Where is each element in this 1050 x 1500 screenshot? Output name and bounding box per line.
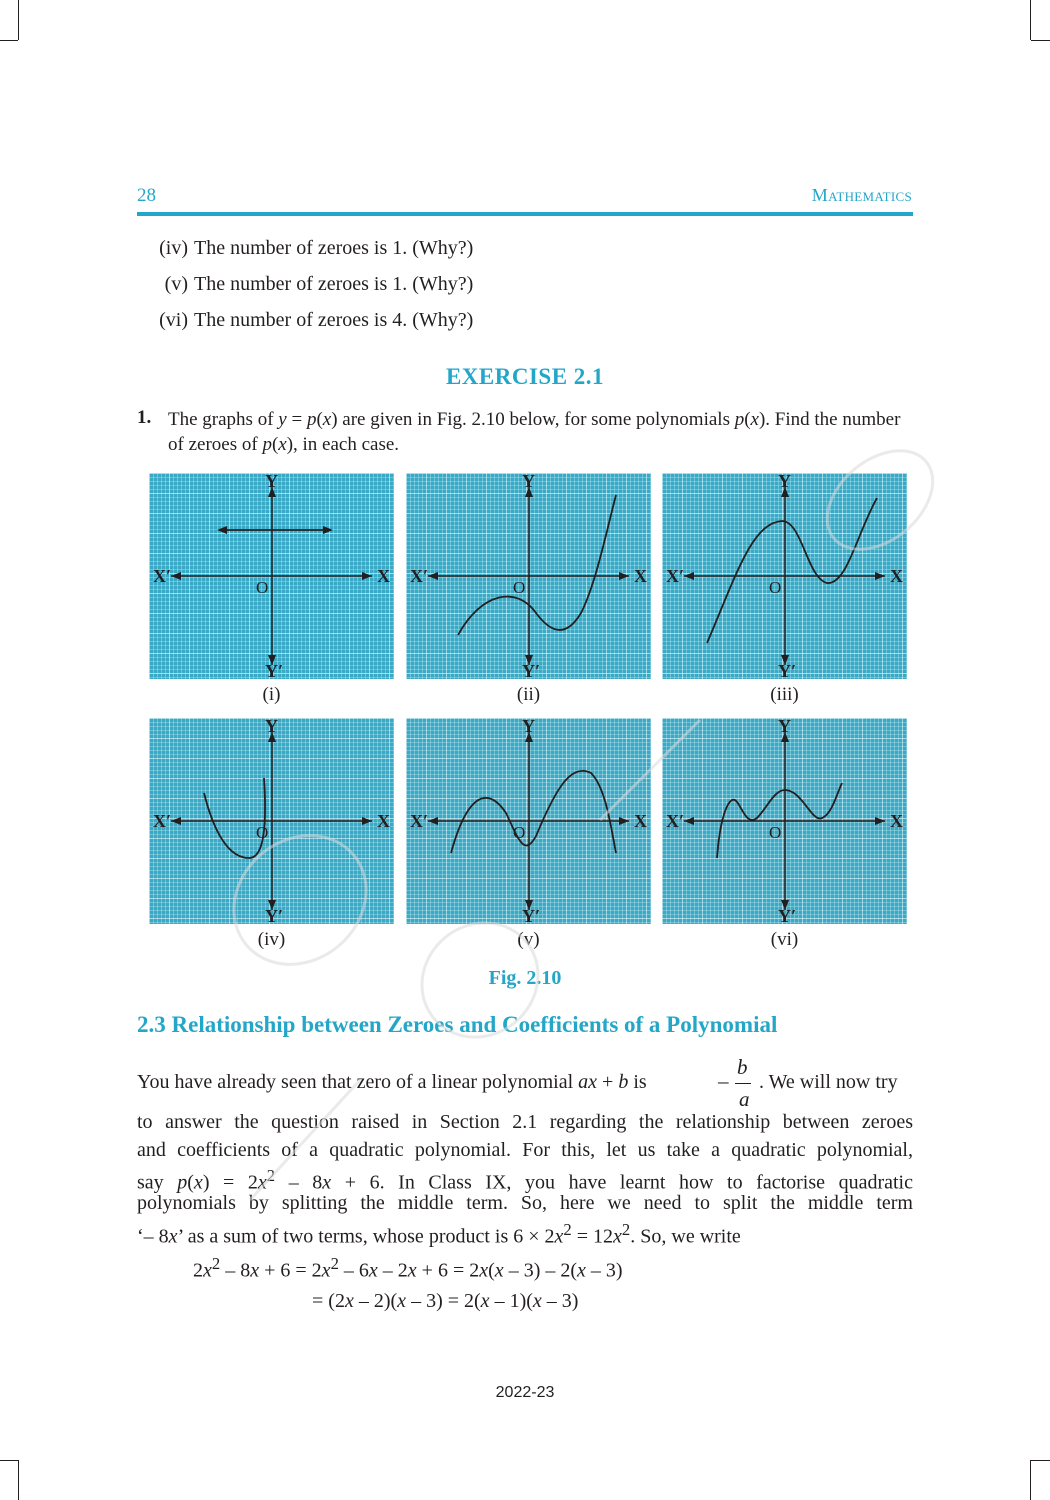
fraction-sign: –: [718, 1069, 729, 1093]
y-neg-axis-label: Y′: [265, 906, 284, 924]
y-axis-label: Y: [265, 473, 278, 491]
equation-line: = (2x – 2)(x – 3) = 2(x – 1)(x – 3): [312, 1290, 579, 1312]
graph-panel-2: [406, 473, 651, 679]
x-axis-label: X: [377, 566, 390, 586]
graph-label: (ii): [516, 684, 541, 705]
graph-panel-3: [662, 473, 907, 679]
x-axis-label: X: [890, 566, 903, 586]
crop-mark: [18, 1460, 19, 1500]
origin-label: O: [256, 823, 269, 842]
origin-label: O: [769, 823, 782, 842]
paragraph-line: to answer the question raised in Section 2.1 regarding the relationship between zeroes: [137, 1111, 913, 1133]
fraction-denominator: a: [739, 1087, 750, 1111]
crop-mark: [1030, 0, 1031, 40]
item-label: (iv): [159, 237, 188, 259]
x-axis-label: X: [634, 566, 647, 586]
x-neg-axis-label: X′: [666, 566, 685, 586]
origin-label: O: [513, 578, 526, 597]
list-item: [148, 273, 473, 296]
paragraph-text: . We will now try: [759, 1071, 898, 1093]
book-title: Mathematics: [811, 185, 912, 205]
paragraph-line: ‘– 8x’ as a sum of two terms, whose product is $6 \times 2x^2 = 12x^2$. So, we write: [137, 1220, 741, 1248]
list-item: [148, 309, 473, 332]
item-label: (vi): [159, 309, 188, 331]
figure-caption: Fig. 2.10: [488, 967, 562, 989]
y-axis-label: Y: [778, 718, 791, 736]
fraction-bar: [735, 1083, 751, 1084]
paragraph-text: You have already seen that zero of a linear polynomial ax + b is: [137, 1071, 647, 1093]
fraction-numerator: b: [737, 1055, 748, 1079]
x-axis-label: X: [890, 811, 903, 831]
item-text: The number of zeroes is 1. (Why?): [194, 237, 474, 259]
x-neg-axis-label: X′: [153, 566, 172, 586]
item-text: The number of zeroes is 4. (Why?): [194, 309, 474, 331]
x-axis-label: X: [377, 811, 390, 831]
graph-label: (vi): [770, 929, 799, 950]
y-neg-axis-label: Y′: [265, 661, 284, 679]
y-neg-axis-label: Y′: [522, 906, 541, 924]
y-axis-label: Y: [522, 718, 535, 736]
paragraph-line: and coefficients of a quadratic polynomial. For this, let us take a quadratic polynomial,: [137, 1139, 913, 1161]
page-number: 28: [137, 185, 156, 206]
header-rule: [137, 212, 913, 216]
graph-panel-5: [406, 718, 651, 924]
y-neg-axis-label: Y′: [778, 906, 797, 924]
item-label: (v): [164, 273, 188, 295]
equation-line: $2x^2 - 8x + 6 = 2x^2 - 6x - 2x + 6 = 2x(x - 3) - 2(x - 3)$: [193, 1254, 623, 1282]
graph-label: (i): [262, 684, 281, 705]
section-heading: 2.3 Relationship between Zeroes and Coefficients of a Polynomial: [137, 1012, 778, 1037]
origin-label: O: [769, 578, 782, 597]
x-axis-label: X: [634, 811, 647, 831]
graph-panel-4: [149, 718, 394, 924]
origin-label: O: [256, 578, 269, 597]
crop-mark: [1031, 40, 1050, 41]
x-neg-axis-label: X′: [153, 811, 172, 831]
origin-label: O: [513, 823, 526, 842]
question-text: The graphs of y = p(x) are given in Fig. 2.10 below, for some polynomials p(x). Find the number of zeroes of p(x), in each case.: [168, 409, 901, 455]
crop-mark: [0, 40, 18, 41]
paragraph-line: say $p(x) = 2x^2 - 8x + 6$. In Class IX, you have learnt how to factorise quadratic: [137, 1166, 913, 1194]
y-axis-label: Y: [778, 473, 791, 491]
x-neg-axis-label: X′: [410, 811, 429, 831]
crop-mark: [0, 1460, 18, 1461]
x-neg-axis-label: X′: [410, 566, 429, 586]
exercise-title: EXERCISE 2.1: [445, 364, 605, 389]
y-neg-axis-label: Y′: [522, 661, 541, 679]
item-text: The number of zeroes is 1. (Why?): [194, 273, 474, 295]
x-neg-axis-label: X′: [666, 811, 685, 831]
crop-mark: [1031, 1460, 1050, 1461]
crop-mark: [18, 0, 19, 40]
footer-year: 2022-23: [495, 1384, 555, 1401]
list-item: [148, 237, 473, 260]
graph-label: (v): [517, 929, 540, 950]
y-neg-axis-label: Y′: [778, 661, 797, 679]
y-axis-label: Y: [522, 473, 535, 491]
crop-mark: [1030, 1460, 1031, 1500]
question-number: 1.: [137, 407, 152, 428]
graph-panel-6: [662, 718, 907, 924]
graph-label: (iv): [257, 929, 286, 950]
paragraph-line: polynomials by splitting the middle term. So, here we need to split the middle term: [137, 1192, 913, 1214]
y-axis-label: Y: [265, 718, 278, 736]
graph-label: (iii): [770, 684, 799, 705]
graph-panel-1: [149, 473, 394, 679]
